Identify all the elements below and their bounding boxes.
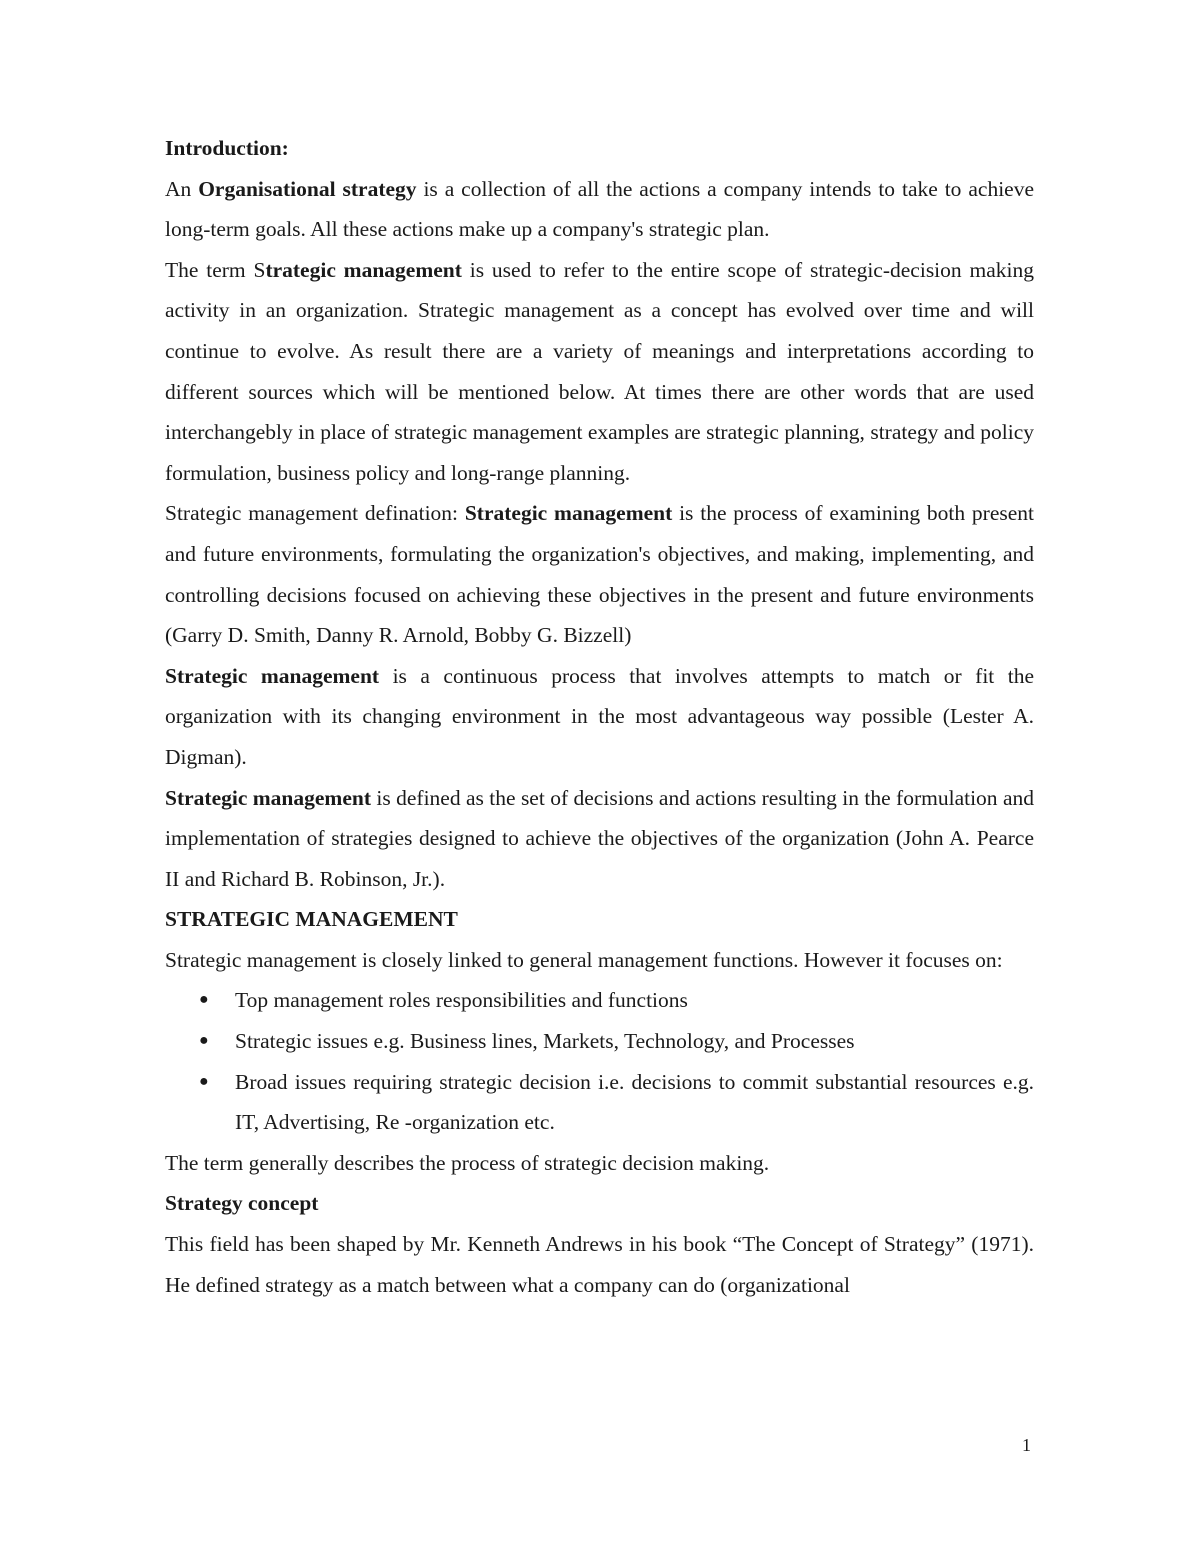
p2-text-c: is used to refer to the entire scope of strategic-decision making activity in an organization. Strategic management as a concept has evolved over time and will continue to evolve. As result there are a variety of meanings and interpretations according to different sources which will be mentioned below. At times there are other words that are used interchangebly in place of strategic management examples are strategic planning, strategy and policy formulation, business policy and long-range planning.	[165, 257, 1034, 485]
strategic-management-heading: STRATEGIC MANAGEMENT	[165, 907, 458, 932]
bullet-text: Broad issues requiring strategic decision i.e. decisions to commit substantial resources e.g. IT, Advertising, Re -organization etc.	[235, 1069, 1034, 1135]
focus-bullet-list	[165, 980, 1034, 1142]
p3-text-c: is the process of examining both present and future environments, formulating the organization's objectives, and making, implementing, and controlling decisions focused on achieving these objectives in the present and future environments (Garry D. Smith, Danny R. Arnold, Bobby G. Bizzell)	[165, 501, 1035, 648]
p5-text-c: is defined as the set of decisions and actions resulting in the formulation and implementation of strategies designed to achieve the objectives of the organization (John A. Pearce II and Richard B. Robinson, Jr.).	[165, 785, 1034, 891]
p3-text-a: Strategic management defination:	[165, 501, 465, 526]
p3-bold-term: Strategic management	[464, 501, 673, 526]
bullet-text: Strategic issues e.g. Business lines, Markets, Technology, and Processes	[235, 1029, 855, 1054]
paragraph-term-describes: The term generally describes the process of strategic decision making.	[165, 1150, 770, 1175]
p2-text-a: The term S	[165, 257, 266, 282]
paragraph-focuses-on: Strategic management is closely linked to general management functions. However it focuses on:	[165, 947, 1003, 972]
bullet-text: Top management roles responsibilities and functions	[235, 988, 688, 1013]
bullet-icon: ●	[199, 1032, 209, 1050]
bullet-icon: ●	[199, 991, 209, 1009]
page-number: 1	[1022, 1435, 1031, 1455]
paragraph-pearce-robinson	[165, 778, 1034, 900]
p1-bold-term: Organisational strategy	[198, 176, 417, 201]
introduction-heading: Introduction:	[165, 136, 289, 160]
p2-bold-term: trategic management	[265, 257, 462, 282]
paragraph-digman	[165, 656, 1034, 778]
bullet-icon: ●	[199, 1072, 209, 1090]
document-body	[165, 128, 1034, 1305]
p5-bold-term: Strategic management	[165, 785, 371, 810]
list-item	[165, 1021, 1034, 1062]
paragraph-strategic-management-term	[165, 250, 1034, 494]
paragraph-kenneth-andrews: This field has been shaped by Mr. Kenneth Andrews in his book “The Concept of Strategy” (1971). He defined strategy as a match between what a company can do (organizational	[165, 1232, 1034, 1297]
strategy-concept-heading: Strategy concept	[165, 1191, 319, 1216]
p4-text-c: is a continuous process that involves attempts to match or fit the organization with its changing environment in the most advantageous way possible (Lester A. Digman).	[165, 663, 1035, 769]
p1-text-a: An	[165, 176, 199, 201]
p1-text-c: is a collection of all the actions a company intends to take to achieve long-term goals. All these actions make up a company's strategic plan.	[165, 176, 1035, 242]
p4-bold-term: Strategic management	[165, 663, 380, 688]
list-item	[165, 1062, 1034, 1143]
paragraph-organisational-strategy	[165, 169, 1034, 250]
paragraph-definition	[165, 493, 1034, 655]
list-item	[165, 980, 1034, 1021]
